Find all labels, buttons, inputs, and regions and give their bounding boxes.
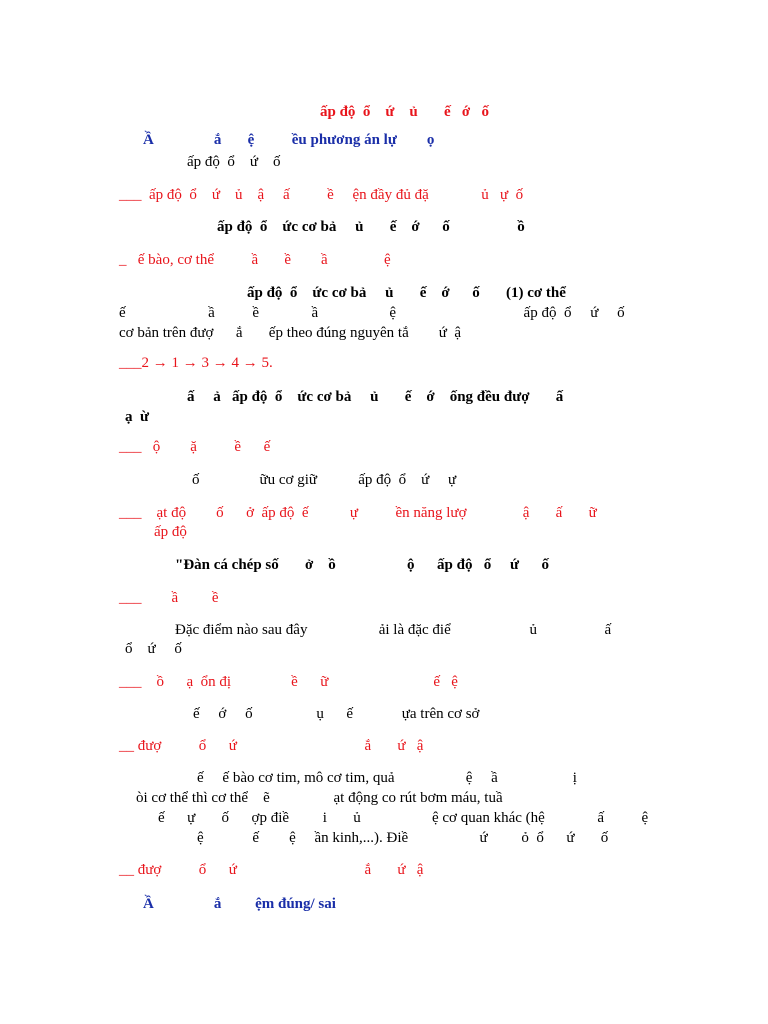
question-q9-line4: ệ ế ệ ần kinh,...). Điề ứ ỏ ổ ứ ố xyxy=(197,830,609,846)
question-q9-line1: ế ế bào cơ tim, mô cơ tim, quả ệ ầ ị xyxy=(197,770,577,786)
question-q3-line3: cơ bản trên đượ ắ ếp theo đúng nguyên tắ ứ ậ xyxy=(119,325,462,341)
question-q3-bold: ấp độ ổ ức cơ bả ủ ế ớ ố (1) cơ thể xyxy=(247,285,566,301)
answer-line-q7: ___ ồ ạ ổn đị ề ữ ế ệ xyxy=(119,674,458,690)
answer-line-q9: __ đượ ổ ứ ắ ứ ậ xyxy=(119,862,424,878)
answer-line-q4: ___ ộ ặ ề ế xyxy=(119,439,271,455)
question-q3-line1 xyxy=(247,284,566,302)
question-q7-line2: ổ ứ ố xyxy=(125,641,182,657)
question-q6: "Đàn cá chép số ở ồ ộ ấp độ ổ ứ ố xyxy=(175,557,549,573)
question-q3-line2: ế ầ ề ầ ệ ấp độ ổ ứ ố xyxy=(119,305,625,321)
question-q2: ấp độ ổ ức cơ bả ủ ế ớ ố ồ xyxy=(217,219,525,235)
section-subheading: ấp độ ổ ứ ố xyxy=(187,154,281,170)
question-q9-line3: ế ự ố ợp điề i ủ ệ cơ quan khác (hệ ấ ệ xyxy=(158,810,649,826)
question-q5: ố ữu cơ giữ ấp độ ổ ứ ự xyxy=(192,472,457,488)
question-q9-line2: òi cơ thể thì cơ thể ẽ ạt động co rút bơm máu, tuầ xyxy=(136,790,503,806)
document-title: ấp độ ổ ứ ủ ế ớ ố xyxy=(320,104,489,120)
answer-line-q3: ___2 → 1 → 3 → 4 → 5. xyxy=(119,355,273,371)
section-heading-true-false: Ầ ắ ệm đúng/ sai xyxy=(143,896,336,912)
answer-line-q2: _ ế bào, cơ thể ầ ề ầ ệ xyxy=(119,252,391,268)
question-q7-line1: Đặc điểm nào sau đây ải là đặc điể ủ ấ xyxy=(175,622,612,638)
answer-line-q8: __ đượ ổ ứ ắ ứ ậ xyxy=(119,738,424,754)
answer-line-q1: ___ ấp độ ổ ứ ủ ậ ấ ề ện đầy đủ đặ ủ ự ố xyxy=(119,187,524,203)
answer-line-q6: ___ ầ ề xyxy=(119,590,219,606)
section-heading-multiple-choice: Ầ ắ ệ ều phương án lự ọ xyxy=(143,132,435,148)
question-q4-line1: ấ ả ấp độ ổ ức cơ bả ủ ế ớ ống đều đượ ấ xyxy=(187,389,564,405)
question-q4-line2: ạ ừ xyxy=(125,409,150,425)
answer-line-q5-continued: ấp độ xyxy=(154,524,187,540)
answer-line-q5: ___ ạt độ ố ở ấp độ ế ự ền năng lượ ậ ấ ữ xyxy=(119,505,597,521)
question-q8: ế ớ ố ụ ế ựa trên cơ sở xyxy=(193,706,480,722)
